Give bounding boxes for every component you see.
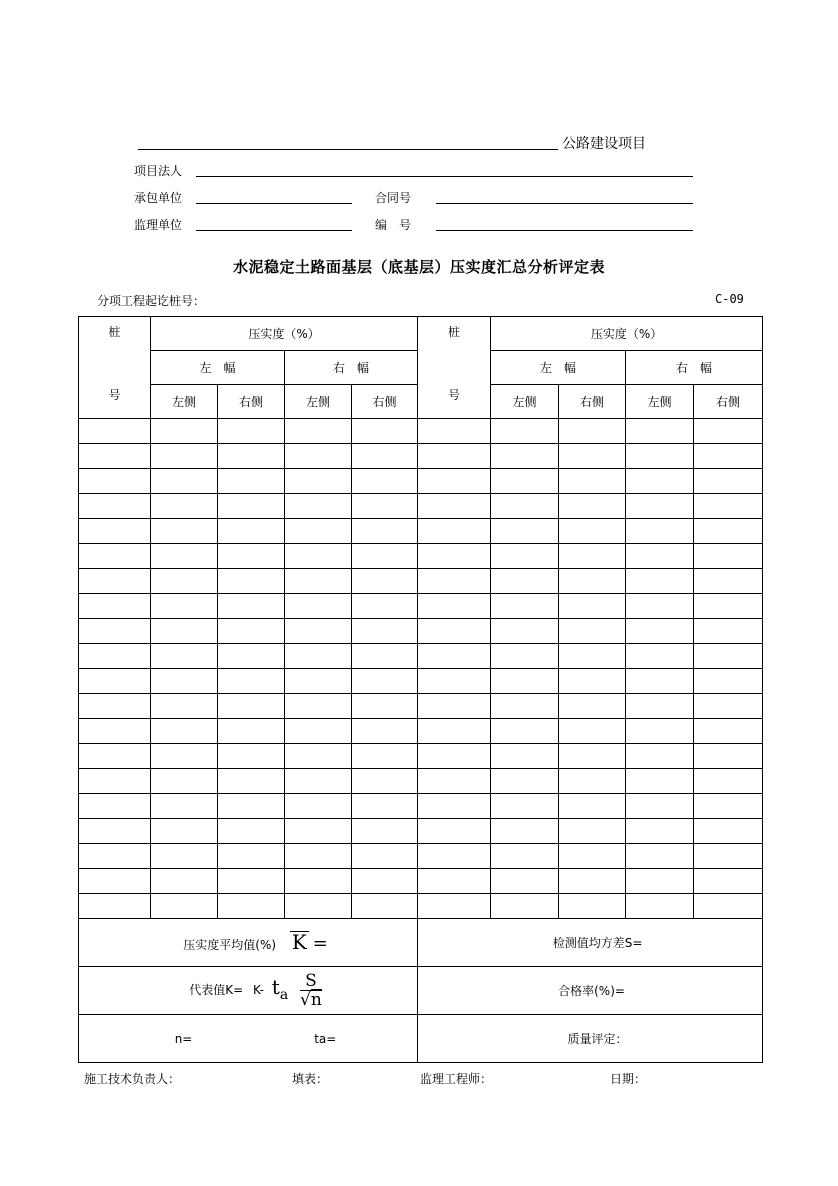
representative-cell	[79, 967, 418, 1015]
data-cell[interactable]	[491, 819, 559, 844]
data-cell[interactable]	[694, 744, 763, 769]
data-cell[interactable]	[285, 769, 352, 794]
data-cell[interactable]	[694, 619, 763, 644]
data-cell[interactable]	[352, 744, 418, 769]
pile-top-char: 桩	[108, 325, 121, 339]
data-cell[interactable]	[352, 594, 418, 619]
data-cell[interactable]	[218, 744, 285, 769]
table-row	[79, 619, 763, 644]
data-cell[interactable]	[285, 619, 352, 644]
data-cell[interactable]	[418, 469, 491, 494]
contract-no-label: 合同号	[375, 191, 412, 205]
data-cell[interactable]	[285, 419, 352, 444]
data-cell[interactable]	[79, 819, 151, 844]
data-cell[interactable]	[626, 644, 694, 669]
data-cell[interactable]	[79, 844, 151, 869]
data-cell[interactable]	[285, 869, 352, 894]
data-cell[interactable]	[79, 694, 151, 719]
data-cell[interactable]	[79, 794, 151, 819]
average-label: 压实度平均值(%)	[183, 938, 277, 952]
data-cell[interactable]	[418, 669, 491, 694]
data-cell[interactable]	[352, 444, 418, 469]
table-row	[79, 469, 763, 494]
data-cell[interactable]	[559, 844, 626, 869]
data-cell[interactable]	[559, 569, 626, 594]
data-cell[interactable]	[694, 494, 763, 519]
table-row	[79, 669, 763, 694]
average-equals: =	[312, 933, 328, 954]
right-width-header: 右 幅	[626, 351, 763, 385]
data-cell[interactable]	[151, 494, 218, 519]
data-cell[interactable]	[559, 719, 626, 744]
data-cell[interactable]	[491, 594, 559, 619]
pile-no-header-right	[418, 317, 491, 419]
data-cell[interactable]	[151, 719, 218, 744]
data-cell[interactable]	[626, 869, 694, 894]
data-cell[interactable]	[626, 569, 694, 594]
table-row	[79, 769, 763, 794]
data-cell[interactable]	[79, 719, 151, 744]
right-side-header: 右侧	[694, 385, 763, 419]
n-label: n=	[174, 1031, 193, 1046]
data-cell[interactable]	[694, 594, 763, 619]
data-cell[interactable]	[626, 619, 694, 644]
data-cell[interactable]	[418, 794, 491, 819]
data-cell[interactable]	[218, 669, 285, 694]
s-over-sqrt-n-fraction	[300, 972, 322, 1009]
data-cell[interactable]	[418, 869, 491, 894]
project-name-line	[138, 149, 558, 150]
data-cell[interactable]	[352, 569, 418, 594]
table-row	[79, 544, 763, 569]
table-row	[79, 519, 763, 544]
data-cell[interactable]	[352, 419, 418, 444]
representative-label: 代表值K=	[189, 983, 244, 997]
data-cell[interactable]	[418, 769, 491, 794]
data-cell[interactable]	[352, 694, 418, 719]
data-cell[interactable]	[491, 419, 559, 444]
data-cell[interactable]	[151, 819, 218, 844]
std-dev-cell	[418, 919, 763, 967]
data-cell[interactable]	[218, 594, 285, 619]
data-cell[interactable]	[491, 444, 559, 469]
left-side-header: 左侧	[285, 385, 352, 419]
data-cell[interactable]	[218, 544, 285, 569]
data-cell[interactable]	[491, 669, 559, 694]
data-cell[interactable]	[218, 619, 285, 644]
data-cell[interactable]	[491, 494, 559, 519]
s-numerator: S	[300, 972, 322, 991]
data-cell[interactable]	[285, 544, 352, 569]
data-cell[interactable]	[626, 769, 694, 794]
data-cell[interactable]	[285, 744, 352, 769]
data-cell[interactable]	[79, 894, 151, 919]
data-cell[interactable]	[559, 744, 626, 769]
data-cell[interactable]	[151, 544, 218, 569]
data-cell[interactable]	[218, 569, 285, 594]
data-cell[interactable]	[694, 519, 763, 544]
engineer-label: 监理工程师：	[420, 1072, 493, 1086]
compaction-table	[78, 316, 763, 1063]
data-cell[interactable]	[218, 469, 285, 494]
data-cell[interactable]	[352, 519, 418, 544]
data-cell[interactable]	[79, 444, 151, 469]
ta-label: ta=	[314, 1031, 337, 1046]
pile-bottom-char: 号	[448, 388, 461, 402]
left-width-header: 左 幅	[491, 351, 626, 385]
data-cell[interactable]	[151, 519, 218, 544]
data-cell[interactable]	[559, 594, 626, 619]
compaction-header-left: 压实度（%）	[151, 317, 418, 351]
date-label: 日期：	[610, 1072, 647, 1086]
alpha-char: a	[279, 987, 289, 1003]
data-cell[interactable]	[352, 869, 418, 894]
left-side-header: 左侧	[491, 385, 559, 419]
data-cell[interactable]	[491, 719, 559, 744]
data-cell[interactable]	[418, 569, 491, 594]
serial-no-line[interactable]	[436, 230, 693, 231]
data-cell[interactable]	[285, 494, 352, 519]
data-cell[interactable]	[418, 419, 491, 444]
data-cell[interactable]	[79, 419, 151, 444]
data-cell[interactable]	[694, 644, 763, 669]
data-cell[interactable]	[418, 844, 491, 869]
data-cell[interactable]	[218, 444, 285, 469]
data-cell[interactable]	[491, 744, 559, 769]
t-char: t	[271, 975, 280, 999]
table-row	[79, 719, 763, 744]
data-cell[interactable]	[285, 469, 352, 494]
data-cell[interactable]	[285, 569, 352, 594]
right-width-header: 右 幅	[285, 351, 418, 385]
data-cell[interactable]	[218, 419, 285, 444]
table-row	[79, 744, 763, 769]
data-cell[interactable]	[285, 819, 352, 844]
std-dev-label: 检测值均方差S=	[552, 936, 643, 950]
data-cell[interactable]	[285, 669, 352, 694]
data-cell[interactable]	[352, 819, 418, 844]
average-cell	[79, 919, 418, 967]
data-cell[interactable]	[352, 719, 418, 744]
data-cell[interactable]	[559, 769, 626, 794]
data-cell[interactable]	[491, 894, 559, 919]
data-cell[interactable]	[418, 744, 491, 769]
data-cell[interactable]	[491, 769, 559, 794]
data-cell[interactable]	[151, 694, 218, 719]
data-cell[interactable]	[626, 819, 694, 844]
data-cell[interactable]	[79, 544, 151, 569]
data-cell[interactable]	[694, 719, 763, 744]
average-k-symbol: K	[291, 930, 307, 954]
data-cell[interactable]	[694, 769, 763, 794]
data-cell[interactable]	[151, 669, 218, 694]
data-cell[interactable]	[151, 894, 218, 919]
data-cell[interactable]	[626, 794, 694, 819]
pass-rate-cell	[418, 967, 763, 1015]
data-cell[interactable]	[491, 794, 559, 819]
data-cell[interactable]	[352, 894, 418, 919]
pass-rate-label: 合格率(%)=	[558, 984, 625, 998]
data-cell[interactable]	[151, 644, 218, 669]
data-cell[interactable]	[559, 444, 626, 469]
data-cell[interactable]	[79, 669, 151, 694]
data-cell[interactable]	[418, 619, 491, 644]
data-cell[interactable]	[151, 444, 218, 469]
data-cell[interactable]	[151, 419, 218, 444]
data-cell[interactable]	[79, 644, 151, 669]
data-cell[interactable]	[285, 519, 352, 544]
data-cell[interactable]	[559, 869, 626, 894]
contract-no-line[interactable]	[436, 203, 693, 204]
pile-no-header-left	[79, 317, 151, 419]
left-side-header: 左侧	[151, 385, 218, 419]
data-cell[interactable]	[491, 469, 559, 494]
data-cell[interactable]	[79, 869, 151, 894]
supervisor-line[interactable]	[196, 230, 352, 231]
data-cell[interactable]	[626, 494, 694, 519]
data-cell[interactable]	[285, 444, 352, 469]
data-cell[interactable]	[491, 519, 559, 544]
data-cell[interactable]	[418, 819, 491, 844]
right-side-header: 右侧	[559, 385, 626, 419]
filled-by-label: 填表：	[292, 1072, 329, 1086]
data-cell[interactable]	[491, 694, 559, 719]
contractor-label: 承包单位	[134, 191, 183, 205]
representative-k-minus: K-	[252, 983, 264, 997]
project-suffix: 公路建设项目	[562, 136, 646, 152]
data-cell[interactable]	[285, 594, 352, 619]
data-cell[interactable]	[559, 694, 626, 719]
supervisor-label: 监理单位	[134, 218, 183, 232]
data-cell[interactable]	[694, 894, 763, 919]
data-cell[interactable]	[218, 719, 285, 744]
data-cell[interactable]	[418, 519, 491, 544]
data-cell[interactable]	[151, 769, 218, 794]
n-ta-cell	[79, 1015, 418, 1063]
data-cell[interactable]	[218, 519, 285, 544]
data-cell[interactable]	[694, 419, 763, 444]
data-cell[interactable]	[418, 444, 491, 469]
data-cell[interactable]	[285, 894, 352, 919]
data-cell[interactable]	[694, 694, 763, 719]
serial-no-label: 编 号	[375, 218, 412, 232]
owner-line[interactable]	[196, 176, 693, 177]
data-cell[interactable]	[626, 544, 694, 569]
data-cell[interactable]	[694, 669, 763, 694]
data-cell[interactable]	[491, 569, 559, 594]
table-row	[79, 444, 763, 469]
data-cell[interactable]	[218, 869, 285, 894]
data-cell[interactable]	[491, 619, 559, 644]
data-cell[interactable]	[79, 569, 151, 594]
table-row	[79, 594, 763, 619]
table-row	[79, 869, 763, 894]
tech-lead-label: 施工技术负责人：	[84, 1072, 181, 1086]
data-cell[interactable]	[694, 544, 763, 569]
data-cell[interactable]	[694, 869, 763, 894]
data-cell[interactable]	[626, 744, 694, 769]
pile-top-char: 桩	[448, 325, 461, 339]
pile-bottom-char: 号	[108, 388, 121, 402]
data-cell[interactable]	[285, 719, 352, 744]
data-cell[interactable]	[352, 844, 418, 869]
form-title: 水泥稳定土路面基层（底基层）压实度汇总分析评定表	[232, 258, 605, 276]
data-cell[interactable]	[559, 669, 626, 694]
data-cell[interactable]	[151, 619, 218, 644]
data-cell[interactable]	[418, 694, 491, 719]
data-cell[interactable]	[352, 794, 418, 819]
compaction-header-right: 压实度（%）	[491, 317, 763, 351]
data-cell[interactable]	[218, 769, 285, 794]
data-cell[interactable]	[352, 669, 418, 694]
data-cell[interactable]	[626, 669, 694, 694]
table-row	[79, 819, 763, 844]
data-cell[interactable]	[79, 619, 151, 644]
data-cell[interactable]	[352, 619, 418, 644]
data-cell[interactable]	[559, 794, 626, 819]
station-range-label: 分项工程起讫桩号：	[97, 294, 206, 308]
data-cell[interactable]	[218, 794, 285, 819]
data-cell[interactable]	[418, 719, 491, 744]
data-cell[interactable]	[626, 419, 694, 444]
table-row	[79, 894, 763, 919]
data-cell[interactable]	[151, 794, 218, 819]
data-cell[interactable]	[626, 719, 694, 744]
left-width-header: 左 幅	[151, 351, 285, 385]
data-cell[interactable]	[218, 494, 285, 519]
data-cell[interactable]	[626, 694, 694, 719]
data-cell[interactable]	[694, 844, 763, 869]
data-cell[interactable]	[559, 519, 626, 544]
quality-cell	[418, 1015, 763, 1063]
data-cell[interactable]	[418, 644, 491, 669]
data-cell[interactable]	[626, 469, 694, 494]
data-cell[interactable]	[491, 844, 559, 869]
contractor-line[interactable]	[196, 203, 352, 204]
data-cell[interactable]	[626, 519, 694, 544]
table-row	[79, 419, 763, 444]
owner-label: 项目法人	[134, 164, 183, 178]
data-cell[interactable]	[79, 469, 151, 494]
data-cell[interactable]	[418, 544, 491, 569]
t-alpha-symbol	[271, 975, 289, 1003]
table-row	[79, 844, 763, 869]
data-cell[interactable]	[151, 469, 218, 494]
data-cell[interactable]	[418, 494, 491, 519]
data-cell[interactable]	[79, 744, 151, 769]
data-cell[interactable]	[559, 494, 626, 519]
data-cell[interactable]	[694, 569, 763, 594]
data-cell[interactable]	[694, 794, 763, 819]
data-cell[interactable]	[218, 694, 285, 719]
data-cell[interactable]	[151, 569, 218, 594]
data-cell[interactable]	[626, 444, 694, 469]
data-cell[interactable]	[559, 644, 626, 669]
table-row	[79, 569, 763, 594]
table-row	[79, 644, 763, 669]
data-cell[interactable]	[694, 819, 763, 844]
data-cell[interactable]	[151, 744, 218, 769]
left-side-header: 左侧	[626, 385, 694, 419]
data-cell[interactable]	[352, 644, 418, 669]
quality-label: 质量评定：	[567, 1032, 628, 1046]
data-cell[interactable]	[79, 769, 151, 794]
data-cell[interactable]	[559, 419, 626, 444]
data-cell[interactable]	[218, 644, 285, 669]
data-cell[interactable]	[559, 619, 626, 644]
data-cell[interactable]	[418, 594, 491, 619]
data-cell[interactable]	[491, 544, 559, 569]
data-cell[interactable]	[418, 894, 491, 919]
table-body	[79, 419, 763, 919]
data-cell[interactable]	[218, 844, 285, 869]
data-cell[interactable]	[491, 644, 559, 669]
table-row	[79, 494, 763, 519]
data-cell[interactable]	[352, 494, 418, 519]
data-cell[interactable]	[79, 494, 151, 519]
data-cell[interactable]	[285, 794, 352, 819]
data-cell[interactable]	[218, 819, 285, 844]
data-cell[interactable]	[626, 594, 694, 619]
form-code: C-09	[715, 292, 744, 306]
data-cell[interactable]	[559, 469, 626, 494]
data-cell[interactable]	[694, 444, 763, 469]
data-cell[interactable]	[79, 519, 151, 544]
sqrt-n-denominator: √n	[300, 990, 322, 1010]
data-cell[interactable]	[352, 769, 418, 794]
data-cell[interactable]	[626, 894, 694, 919]
table-row	[79, 794, 763, 819]
data-cell[interactable]	[559, 894, 626, 919]
data-cell[interactable]	[352, 544, 418, 569]
data-cell[interactable]	[151, 844, 218, 869]
data-cell[interactable]	[151, 869, 218, 894]
n-char: n	[310, 990, 322, 1010]
data-cell[interactable]	[151, 594, 218, 619]
table-row	[79, 694, 763, 719]
right-side-header: 右侧	[218, 385, 285, 419]
right-side-header: 右侧	[352, 385, 418, 419]
data-cell[interactable]	[559, 544, 626, 569]
data-cell[interactable]	[218, 894, 285, 919]
data-cell[interactable]	[285, 644, 352, 669]
data-cell[interactable]	[285, 844, 352, 869]
data-cell[interactable]	[626, 844, 694, 869]
data-cell[interactable]	[352, 469, 418, 494]
data-cell[interactable]	[559, 819, 626, 844]
data-cell[interactable]	[491, 869, 559, 894]
data-cell[interactable]	[79, 594, 151, 619]
data-cell[interactable]	[694, 469, 763, 494]
data-cell[interactable]	[285, 694, 352, 719]
